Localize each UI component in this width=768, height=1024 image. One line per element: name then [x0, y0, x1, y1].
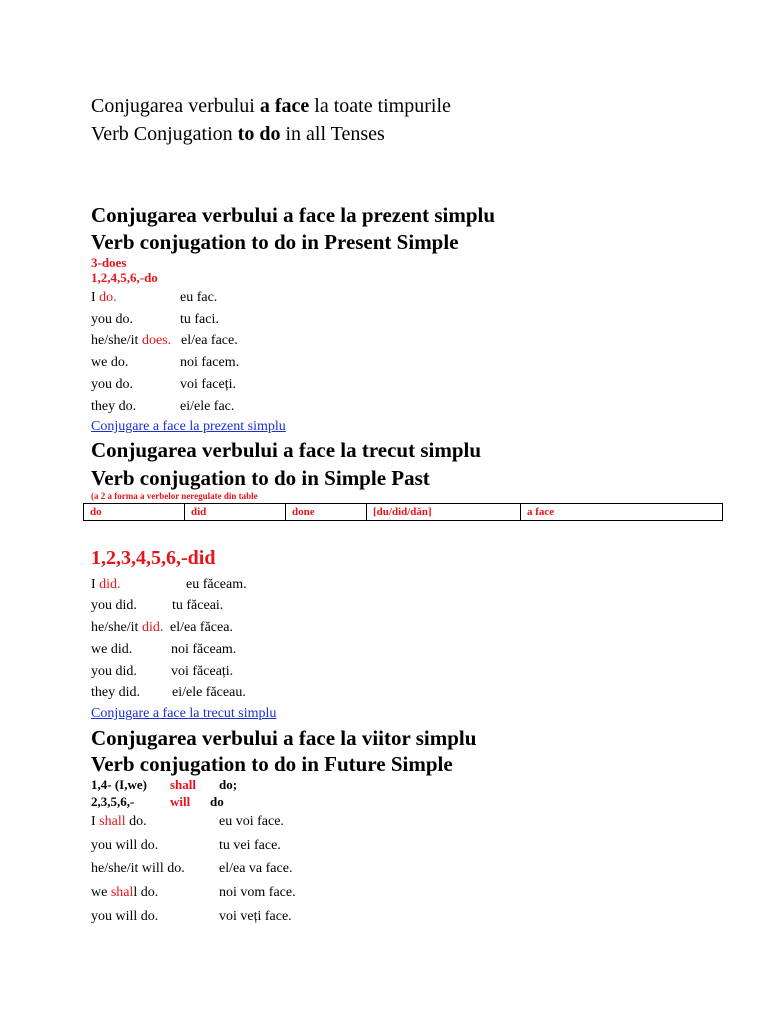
past-row-ro: ei/ele făceau. [172, 685, 246, 700]
form-translation: a face [521, 504, 723, 521]
future-row-ro: eu voi face. [219, 814, 284, 829]
future-rule2-persons: 2,3,5,6,- [91, 794, 135, 809]
past-row-ro: eu făceam. [186, 577, 247, 592]
table-row [84, 504, 723, 521]
past-row-en: you did. [91, 664, 137, 679]
present-row-ro: ei/ele fac. [180, 399, 235, 414]
future-row-ro: noi vom face. [219, 885, 296, 900]
present-heading-en: Verb conjugation to do in Present Simple [91, 230, 459, 254]
present-row-ro: voi faceți. [180, 377, 236, 392]
form-past: did [185, 504, 286, 521]
past-rule-all-persons: 1,2,3,4,5,6,-did [91, 547, 216, 569]
present-row-ro: el/ea face. [181, 333, 238, 348]
future-rule2-verb: do [210, 794, 224, 809]
form-participle: done [286, 504, 367, 521]
past-heading-en: Verb conjugation to do in Simple Past [91, 466, 430, 490]
past-row-en: they did. [91, 685, 140, 700]
past-row-ro: tu făceai. [172, 598, 224, 613]
past-row-en: I did. [91, 577, 121, 592]
future-row-ro: tu vei face. [219, 838, 281, 853]
future-rule1-verb: do; [219, 777, 238, 792]
present-row-en: you do. [91, 312, 133, 327]
past-heading-ro: Conjugarea verbului a face la trecut simplu [91, 438, 482, 462]
present-row-en: you do. [91, 377, 133, 392]
intro-title-en: Verb Conjugation to do in all Tenses [91, 123, 385, 145]
present-row-en: they do. [91, 399, 137, 414]
present-rule-third-person: 3-does [91, 255, 127, 270]
past-row-ro: voi făceați. [171, 664, 234, 679]
verb-forms-table [83, 503, 723, 521]
present-row-ro: eu fac. [180, 290, 218, 305]
future-rule1-persons: 1,4- (I,we) [91, 777, 147, 792]
present-row-en: we do. [91, 355, 129, 370]
future-heading-en: Verb conjugation to do in Future Simple [91, 752, 453, 776]
future-row-en: we shall do. [91, 885, 159, 900]
form-base: do [84, 504, 185, 521]
present-row-ro: tu faci. [180, 312, 219, 327]
present-heading-ro: Conjugarea verbului a face la prezent simplu [91, 203, 496, 227]
future-rule2-aux: will [170, 794, 191, 809]
future-rule1-aux: shall [170, 777, 197, 792]
future-row-en: he/she/it will do. [91, 861, 185, 876]
past-row-en: he/she/it did. [91, 620, 164, 635]
present-simple-link[interactable]: Conjugare a face la prezent simplu [91, 419, 286, 434]
future-heading-ro: Conjugarea verbului a face la viitor simplu [91, 726, 477, 750]
future-row-en: you will do. [91, 838, 159, 853]
present-row-en: he/she/it does. [91, 333, 172, 348]
simple-past-link[interactable]: Conjugare a face la trecut simplu [91, 706, 277, 721]
past-irregular-note: (a 2 a forma a verbelor neregulate din table [91, 491, 258, 501]
future-row-ro: el/ea va face. [219, 861, 293, 876]
future-row-en: I shall do. [91, 814, 147, 829]
form-pronunciation: [du/did/dăn] [367, 504, 521, 521]
present-row-ro: noi facem. [180, 355, 240, 370]
past-row-ro: noi făceam. [171, 642, 237, 657]
future-row-en: you will do. [91, 909, 159, 924]
future-row-ro: voi veți face. [219, 909, 292, 924]
intro-title-ro: Conjugarea verbului a face la toate timpurile [91, 95, 451, 117]
present-row-en: I do. [91, 290, 117, 305]
past-row-en: we did. [91, 642, 133, 657]
past-row-en: you did. [91, 598, 137, 613]
present-rule-other-persons: 1,2,4,5,6,-do [91, 270, 158, 285]
past-row-ro: el/ea făcea. [170, 620, 233, 635]
